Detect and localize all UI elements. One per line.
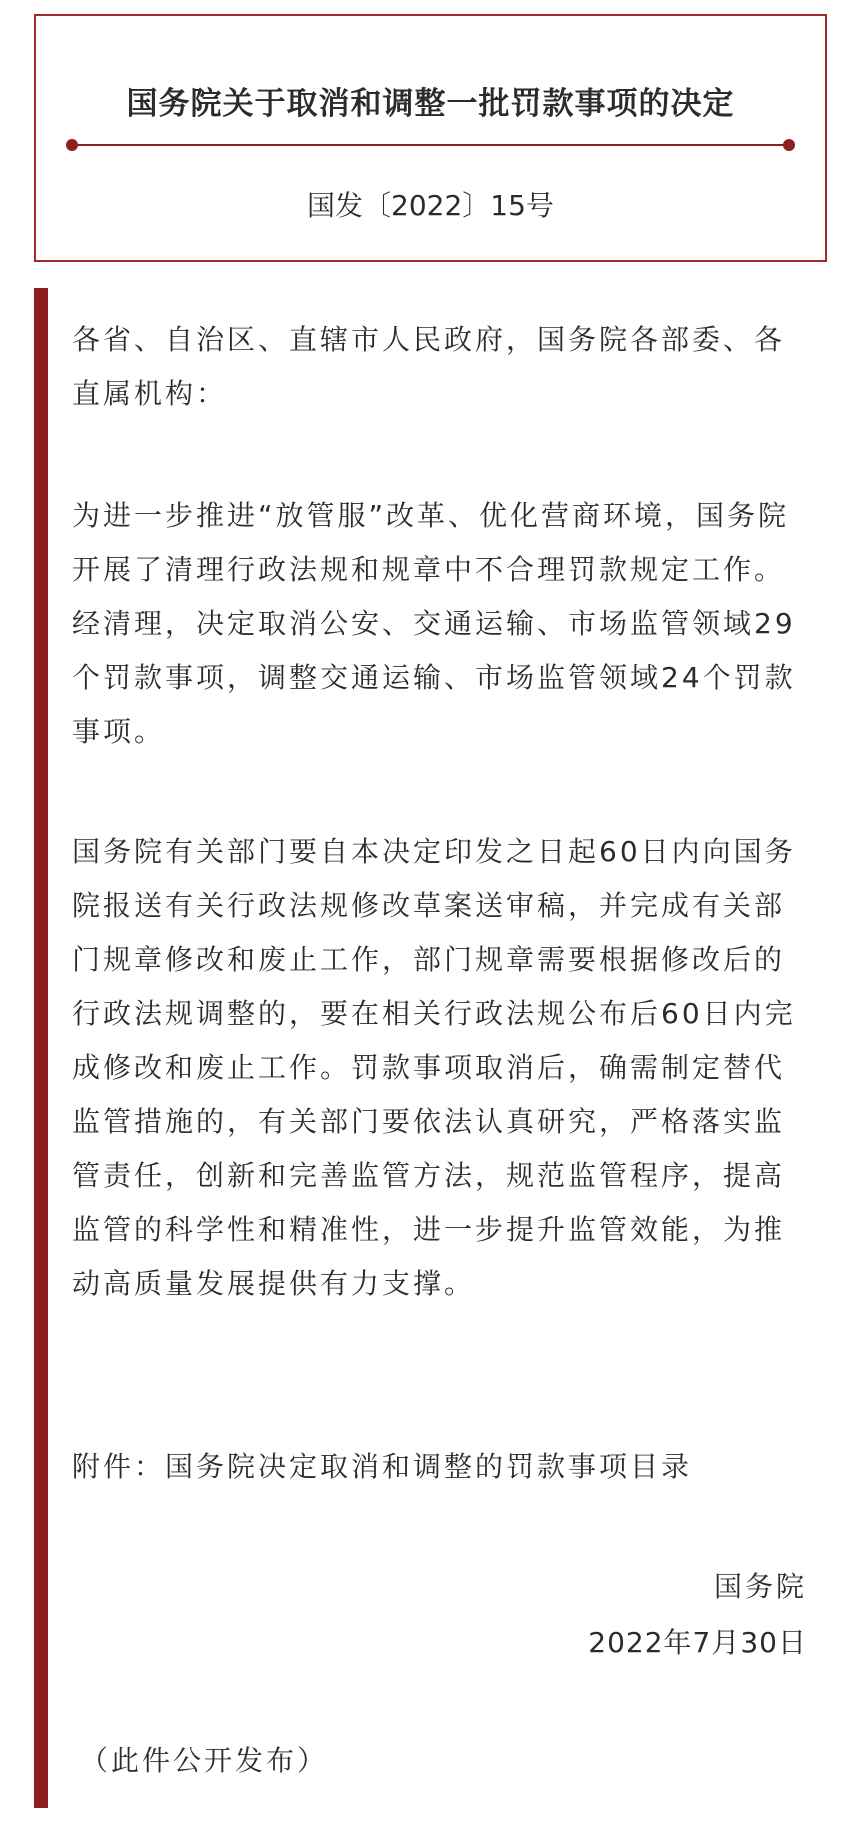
divider-dot-right — [783, 139, 795, 151]
document-title: 国务院关于取消和调整一批罚款事项的决定 — [126, 86, 735, 122]
document-number: 国发〔2022〕15号 — [307, 189, 554, 222]
signature-organization: 国务院 — [713, 1570, 807, 1603]
publish-note: （此件公开发布） — [80, 1744, 329, 1777]
divider-dot-left — [66, 139, 78, 151]
attachment-line: 附件：国务院决定取消和调整的罚款事项目录 — [72, 1450, 693, 1483]
header-divider — [72, 144, 789, 146]
header-box — [34, 14, 827, 262]
content-side-bar — [34, 288, 48, 1808]
paragraph-2: 国务院有关部门要自本决定印发之日起60日内向国务院报送有关行政法规修改草案送审稿，并完成有关部门规章修改和废止工作，部门规章需要根据修改后的行政法规调整的，要在相关行政法规公布后60日内完成修改和废止工作。罚款事项取消后，确需制定替代监管措施的，有关部门要依法认真研究，严格落实监管责任，创新和完善监管方法，规范监管程序，提高监管的科学性和精准性，进一步提升监管效能，为推动高质量发展提供有力支撑。 — [72, 835, 796, 1300]
signature-date: 2022年7月30日 — [588, 1626, 807, 1659]
addressee: 各省、自治区、直辖市人民政府，国务院各部委、各直属机构： — [72, 323, 786, 410]
paragraph-1: 为进一步推进“放管服”改革、优化营商环境，国务院开展了清理行政法规和规章中不合理罚款规定工作。经清理，决定取消公安、交通运输、市场监管领域29个罚款事项，调整交通运输、市场监管领域24个罚款事项。 — [72, 499, 796, 748]
